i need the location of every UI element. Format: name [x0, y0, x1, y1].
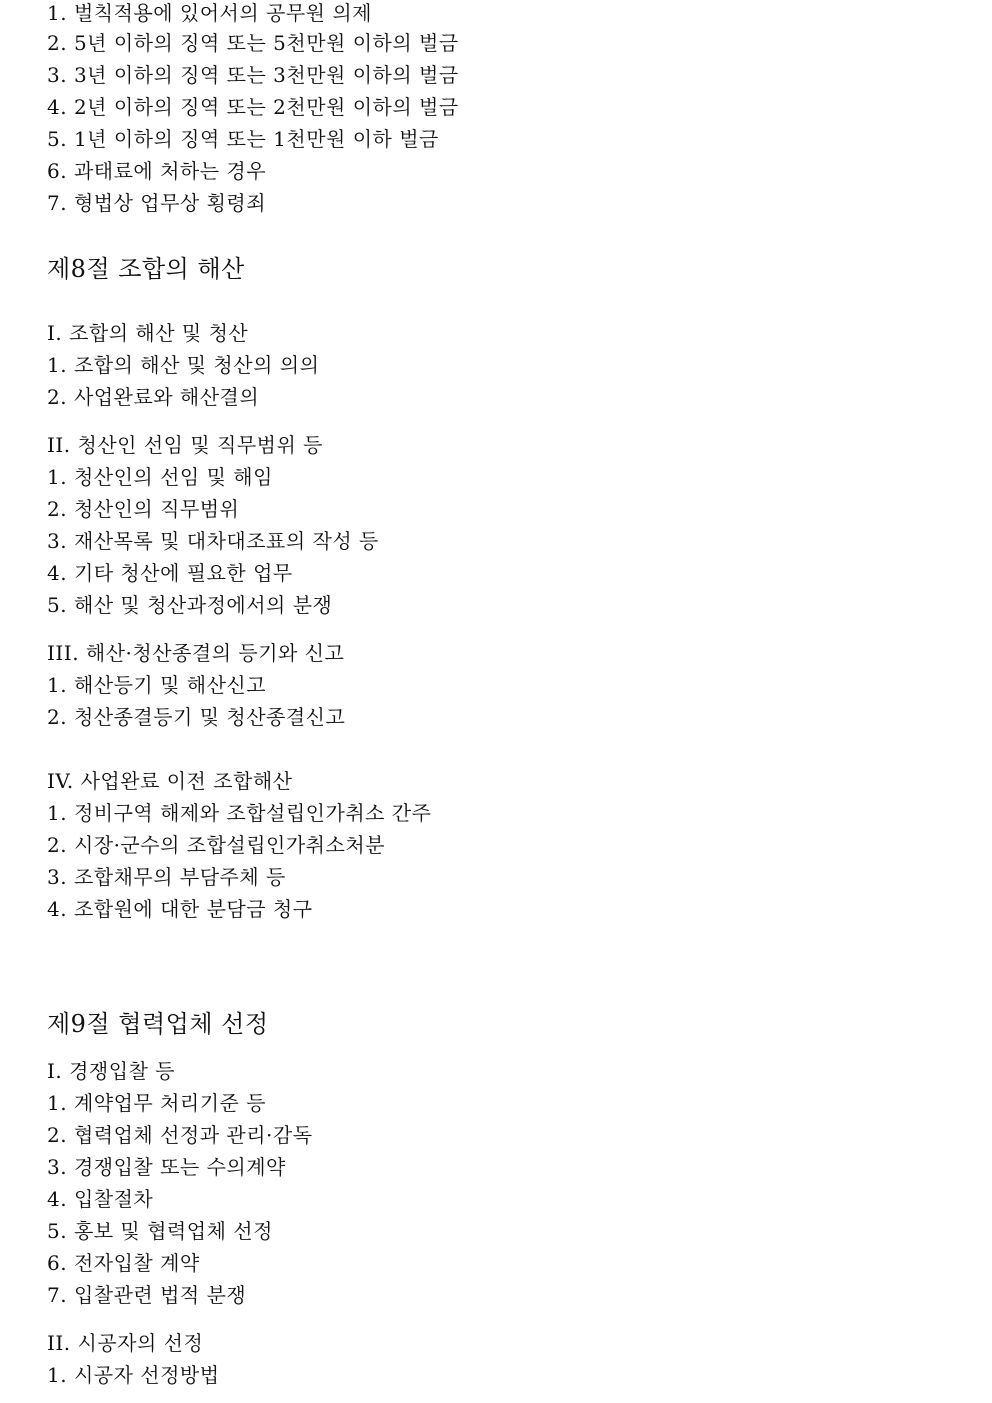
list-item: 2. 협력업체 선정과 관리·감독	[47, 1123, 313, 1147]
list-item: 1. 조합의 해산 및 청산의 의의	[47, 353, 320, 377]
list-item: 6. 과태료에 처하는 경우	[47, 159, 267, 183]
list-item: 3. 재산목록 및 대차대조표의 작성 등	[47, 529, 379, 553]
list-item: 1. 시공자 선정방법	[47, 1363, 220, 1387]
list-item: 1. 청산인의 선임 및 해임	[47, 465, 273, 489]
list-item: 4. 기타 청산에 필요한 업무	[47, 561, 293, 585]
list-item: 2. 시장·군수의 조합설립인가취소처분	[47, 833, 385, 857]
list-item: 1. 정비구역 해제와 조합설립인가취소 간주	[47, 801, 432, 825]
list-item: 3. 조합채무의 부담주체 등	[47, 865, 286, 889]
list-item: 6. 전자입찰 계약	[47, 1251, 200, 1275]
part-heading: I. 경쟁입찰 등	[47, 1059, 176, 1083]
list-item: 4. 입찰절차	[47, 1187, 154, 1211]
list-item: 1. 벌칙적용에 있어서의 공무원 의제	[47, 1, 372, 25]
part-heading: II. 시공자의 선정	[47, 1331, 204, 1355]
part-heading: I. 조합의 해산 및 청산	[47, 321, 249, 345]
list-item: 5. 해산 및 청산과정에서의 분쟁	[47, 593, 333, 617]
list-item: 2. 청산인의 직무범위	[47, 497, 240, 521]
section-title: 제9절 협력업체 선정	[47, 1010, 269, 1038]
list-item: 2. 5년 이하의 징역 또는 5천만원 이하의 벌금	[47, 31, 459, 55]
list-item: 1. 계약업무 처리기준 등	[47, 1091, 267, 1115]
list-item: 2. 청산종결등기 및 청산종결신고	[47, 705, 346, 729]
list-item: 2. 사업완료와 해산결의	[47, 385, 260, 409]
list-item: 3. 3년 이하의 징역 또는 3천만원 이하의 벌금	[47, 63, 459, 87]
list-item: 7. 형법상 업무상 횡령죄	[47, 191, 267, 215]
list-item: 4. 조합원에 대한 분담금 청구	[47, 897, 313, 921]
list-item: 5. 1년 이하의 징역 또는 1천만원 이하 벌금	[47, 127, 439, 151]
section-title: 제8절 조합의 해산	[47, 255, 245, 283]
part-heading: IV. 사업완료 이전 조합해산	[47, 769, 293, 793]
part-heading: III. 해산·청산종결의 등기와 신고	[47, 641, 345, 665]
list-item: 3. 경쟁입찰 또는 수의계약	[47, 1155, 286, 1179]
list-item: 5. 홍보 및 협력업체 선정	[47, 1219, 273, 1243]
list-item: 7. 입찰관련 법적 분쟁	[47, 1283, 247, 1307]
list-item: 1. 해산등기 및 해산신고	[47, 673, 267, 697]
list-item: 4. 2년 이하의 징역 또는 2천만원 이하의 벌금	[47, 95, 459, 119]
part-heading: II. 청산인 선임 및 직무범위 등	[47, 433, 323, 457]
